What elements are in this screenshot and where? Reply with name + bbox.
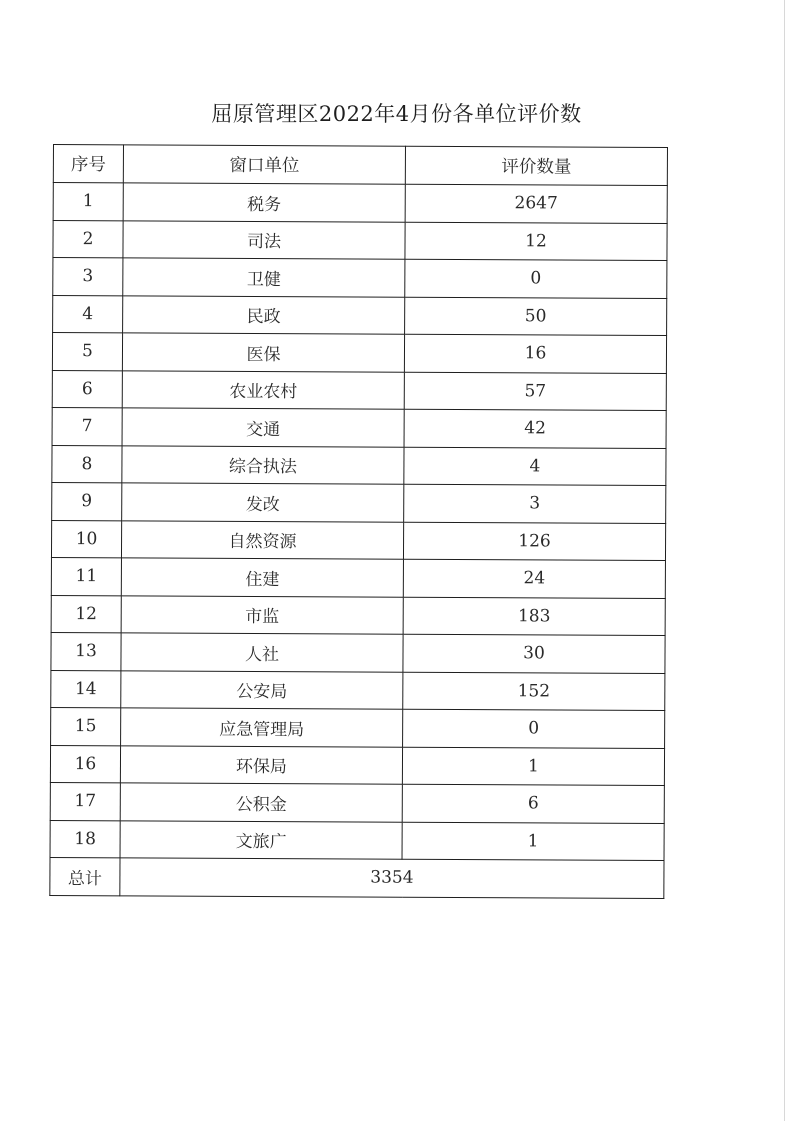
cell-unit: 民政	[123, 295, 405, 334]
cell-seq: 10	[51, 520, 121, 558]
table-row	[51, 595, 665, 636]
cell-count: 50	[405, 297, 667, 336]
table-row	[51, 707, 665, 748]
scan-edge-line	[784, 0, 785, 1121]
cell-unit: 卫健	[123, 258, 405, 297]
cell-unit: 应急管理局	[121, 708, 403, 747]
cell-count: 42	[404, 409, 666, 448]
cell-seq: 18	[50, 820, 120, 858]
header-count: 评价数量	[405, 146, 667, 185]
cell-count: 30	[403, 634, 665, 673]
cell-unit: 住建	[121, 558, 403, 597]
cell-seq: 12	[51, 595, 121, 633]
cell-count: 57	[404, 372, 666, 411]
table-row	[50, 820, 664, 861]
cell-unit: 农业农村	[122, 370, 404, 409]
table-row	[51, 670, 665, 711]
table-body	[50, 183, 667, 898]
table-row	[53, 258, 667, 299]
cell-count: 0	[403, 709, 665, 748]
total-value: 3354	[120, 858, 664, 898]
cell-count: 1	[402, 822, 664, 861]
cell-seq: 8	[52, 445, 122, 483]
table-row	[51, 520, 665, 561]
cell-seq: 14	[51, 670, 121, 708]
cell-seq: 4	[53, 295, 123, 333]
cell-seq: 13	[51, 632, 121, 670]
cell-unit: 环保局	[120, 745, 402, 784]
table-row	[50, 782, 664, 823]
cell-count: 152	[403, 672, 665, 711]
cell-unit: 司法	[123, 220, 405, 259]
cell-seq: 3	[53, 258, 123, 296]
header-unit: 窗口单位	[123, 145, 405, 184]
evaluation-table	[49, 144, 668, 898]
table-row	[52, 333, 666, 374]
cell-unit: 综合执法	[122, 445, 404, 484]
table-row	[52, 445, 666, 486]
cell-seq: 7	[52, 407, 122, 445]
cell-count: 24	[403, 559, 665, 598]
table-row	[53, 220, 667, 261]
table-row	[52, 370, 666, 411]
table-row	[53, 295, 667, 336]
cell-unit: 交通	[122, 408, 404, 447]
table-row	[52, 482, 666, 523]
cell-count: 6	[402, 784, 664, 823]
cell-unit: 公安局	[121, 670, 403, 709]
table-row	[52, 407, 666, 448]
cell-unit: 公积金	[120, 783, 402, 822]
cell-seq: 6	[52, 370, 122, 408]
cell-unit: 文旅广	[120, 820, 402, 859]
cell-unit: 发改	[122, 483, 404, 522]
cell-seq: 5	[52, 333, 122, 371]
page-title: 屈原管理区2022年4月份各单位评价数	[211, 102, 582, 126]
total-label: 总计	[50, 857, 120, 895]
cell-seq: 2	[53, 220, 123, 258]
table-row	[51, 632, 665, 673]
cell-count: 126	[403, 522, 665, 561]
cell-count: 183	[403, 597, 665, 636]
cell-count: 2647	[405, 184, 667, 223]
cell-seq: 11	[51, 557, 121, 595]
table-row	[53, 183, 667, 224]
cell-unit: 市监	[121, 595, 403, 634]
cell-unit: 自然资源	[121, 520, 403, 559]
cell-unit: 税务	[123, 183, 405, 222]
header-seq: 序号	[53, 145, 123, 183]
cell-count: 16	[404, 334, 666, 373]
cell-seq: 15	[51, 707, 121, 745]
total-row	[50, 857, 664, 898]
cell-seq: 1	[53, 183, 123, 221]
cell-count: 4	[404, 447, 666, 486]
cell-seq: 9	[52, 482, 122, 520]
table-row	[50, 745, 664, 786]
cell-seq: 17	[50, 782, 120, 820]
cell-count: 0	[405, 259, 667, 298]
cell-count: 12	[405, 222, 667, 261]
cell-unit: 医保	[122, 333, 404, 372]
cell-count: 3	[404, 484, 666, 523]
table-header-row	[53, 145, 667, 186]
cell-seq: 16	[50, 745, 120, 783]
cell-count: 1	[402, 747, 664, 786]
table-row	[51, 557, 665, 598]
cell-unit: 人社	[121, 633, 403, 672]
